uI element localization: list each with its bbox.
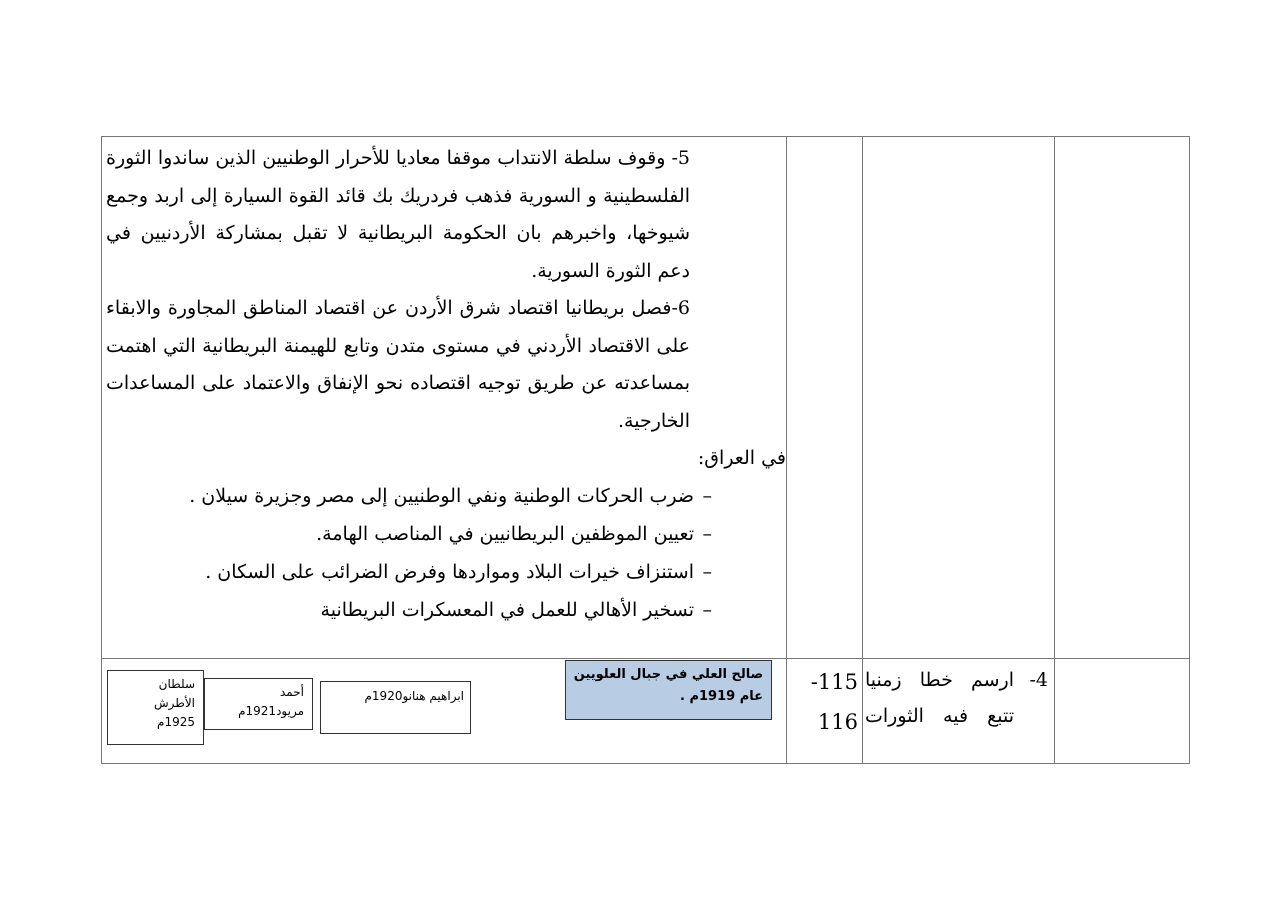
paragraph-text: - وقوف سلطة الانتداب موقفا معاديا للأحرار الوطنيين الذين ساندوا الثورة الفلسطينية و السورية فذهب فردريك بك قائد القوة السيارة إلى اربد وجمع شيوخها، واخبرهم بان الحكومة البريطانية لا تقبل بمشاركة الأردنيين في دعم الثورة السورية. <box>106 147 690 282</box>
timeline-text: مريود1921م <box>238 704 304 718</box>
objective-number: 4- <box>1029 669 1048 691</box>
lesson-objective <box>865 662 1048 734</box>
list-item: – تعيين الموظفين البريطانيين في المناصب الهامة. <box>106 515 786 553</box>
timeline-text: 1925م <box>157 715 195 729</box>
table-bottom-border <box>101 763 1190 764</box>
iraq-list <box>106 477 786 629</box>
paragraph-number: 5 <box>677 147 690 169</box>
list-item: – ضرب الحركات الوطنية ونفي الوطنيين إلى مصر وجزيرة سيلان . <box>106 477 786 515</box>
col-divider-3 <box>1054 136 1055 764</box>
paragraph-text: -فصل بريطانيا اقتصاد شرق الأردن عن اقتصاد المناطق المجاورة والابقاء على الاقتصاد الأردني في مستوى متدن وتابع للهيمنة البريطانية التي اهتمت بمساعدته عن طريق توجيه اقتصاده نحو الإنفاق والاعتماد على المساعدات الخارجية. <box>106 297 690 432</box>
page-range-start: 115- <box>810 670 858 694</box>
timeline-box-hananu <box>320 681 471 734</box>
timeline-box-mreiwed <box>204 678 313 730</box>
page-range-end: 116 <box>817 710 858 734</box>
paragraph-6 <box>106 290 690 440</box>
bullet-dash: – <box>702 561 712 583</box>
bullet-dash: – <box>702 485 712 507</box>
table-top-border <box>101 136 1190 137</box>
highlight-box-saleh-ali <box>565 660 772 720</box>
timeline-text: ابراهيم هنانو1920م <box>364 689 464 703</box>
highlight-line-2: عام 1919م . <box>679 689 763 704</box>
list-item: – استنزاف خيرات البلاد ومواردها وفرض الضرائب على السكان . <box>106 553 786 591</box>
bullet-dash: – <box>702 599 712 621</box>
paragraph-5 <box>106 140 690 290</box>
paragraph-number: 6 <box>677 297 690 319</box>
col-divider-2 <box>862 136 863 764</box>
timeline-text: سلطان <box>158 677 195 691</box>
page-numbers <box>792 662 858 742</box>
bullet-dash: – <box>702 523 712 545</box>
content-cell <box>106 140 786 629</box>
timeline-box-atrash <box>107 670 204 745</box>
iraq-heading: في العراق: <box>697 447 786 469</box>
objective-text: ارسم خطا زمنيا تتبع فيه الثورات <box>865 669 1014 727</box>
timeline-text: الأطرش <box>154 696 195 710</box>
list-item: – تسخير الأهالي للعمل في المعسكرات البريطانية <box>106 591 786 629</box>
table-left-border <box>101 136 102 764</box>
row-divider <box>101 658 1190 659</box>
timeline-text: أحمد <box>280 685 304 699</box>
table-right-border <box>1189 136 1190 764</box>
col-divider-1 <box>786 136 787 764</box>
highlight-line-1: صالح العلي في جبال العلويين <box>573 667 764 682</box>
